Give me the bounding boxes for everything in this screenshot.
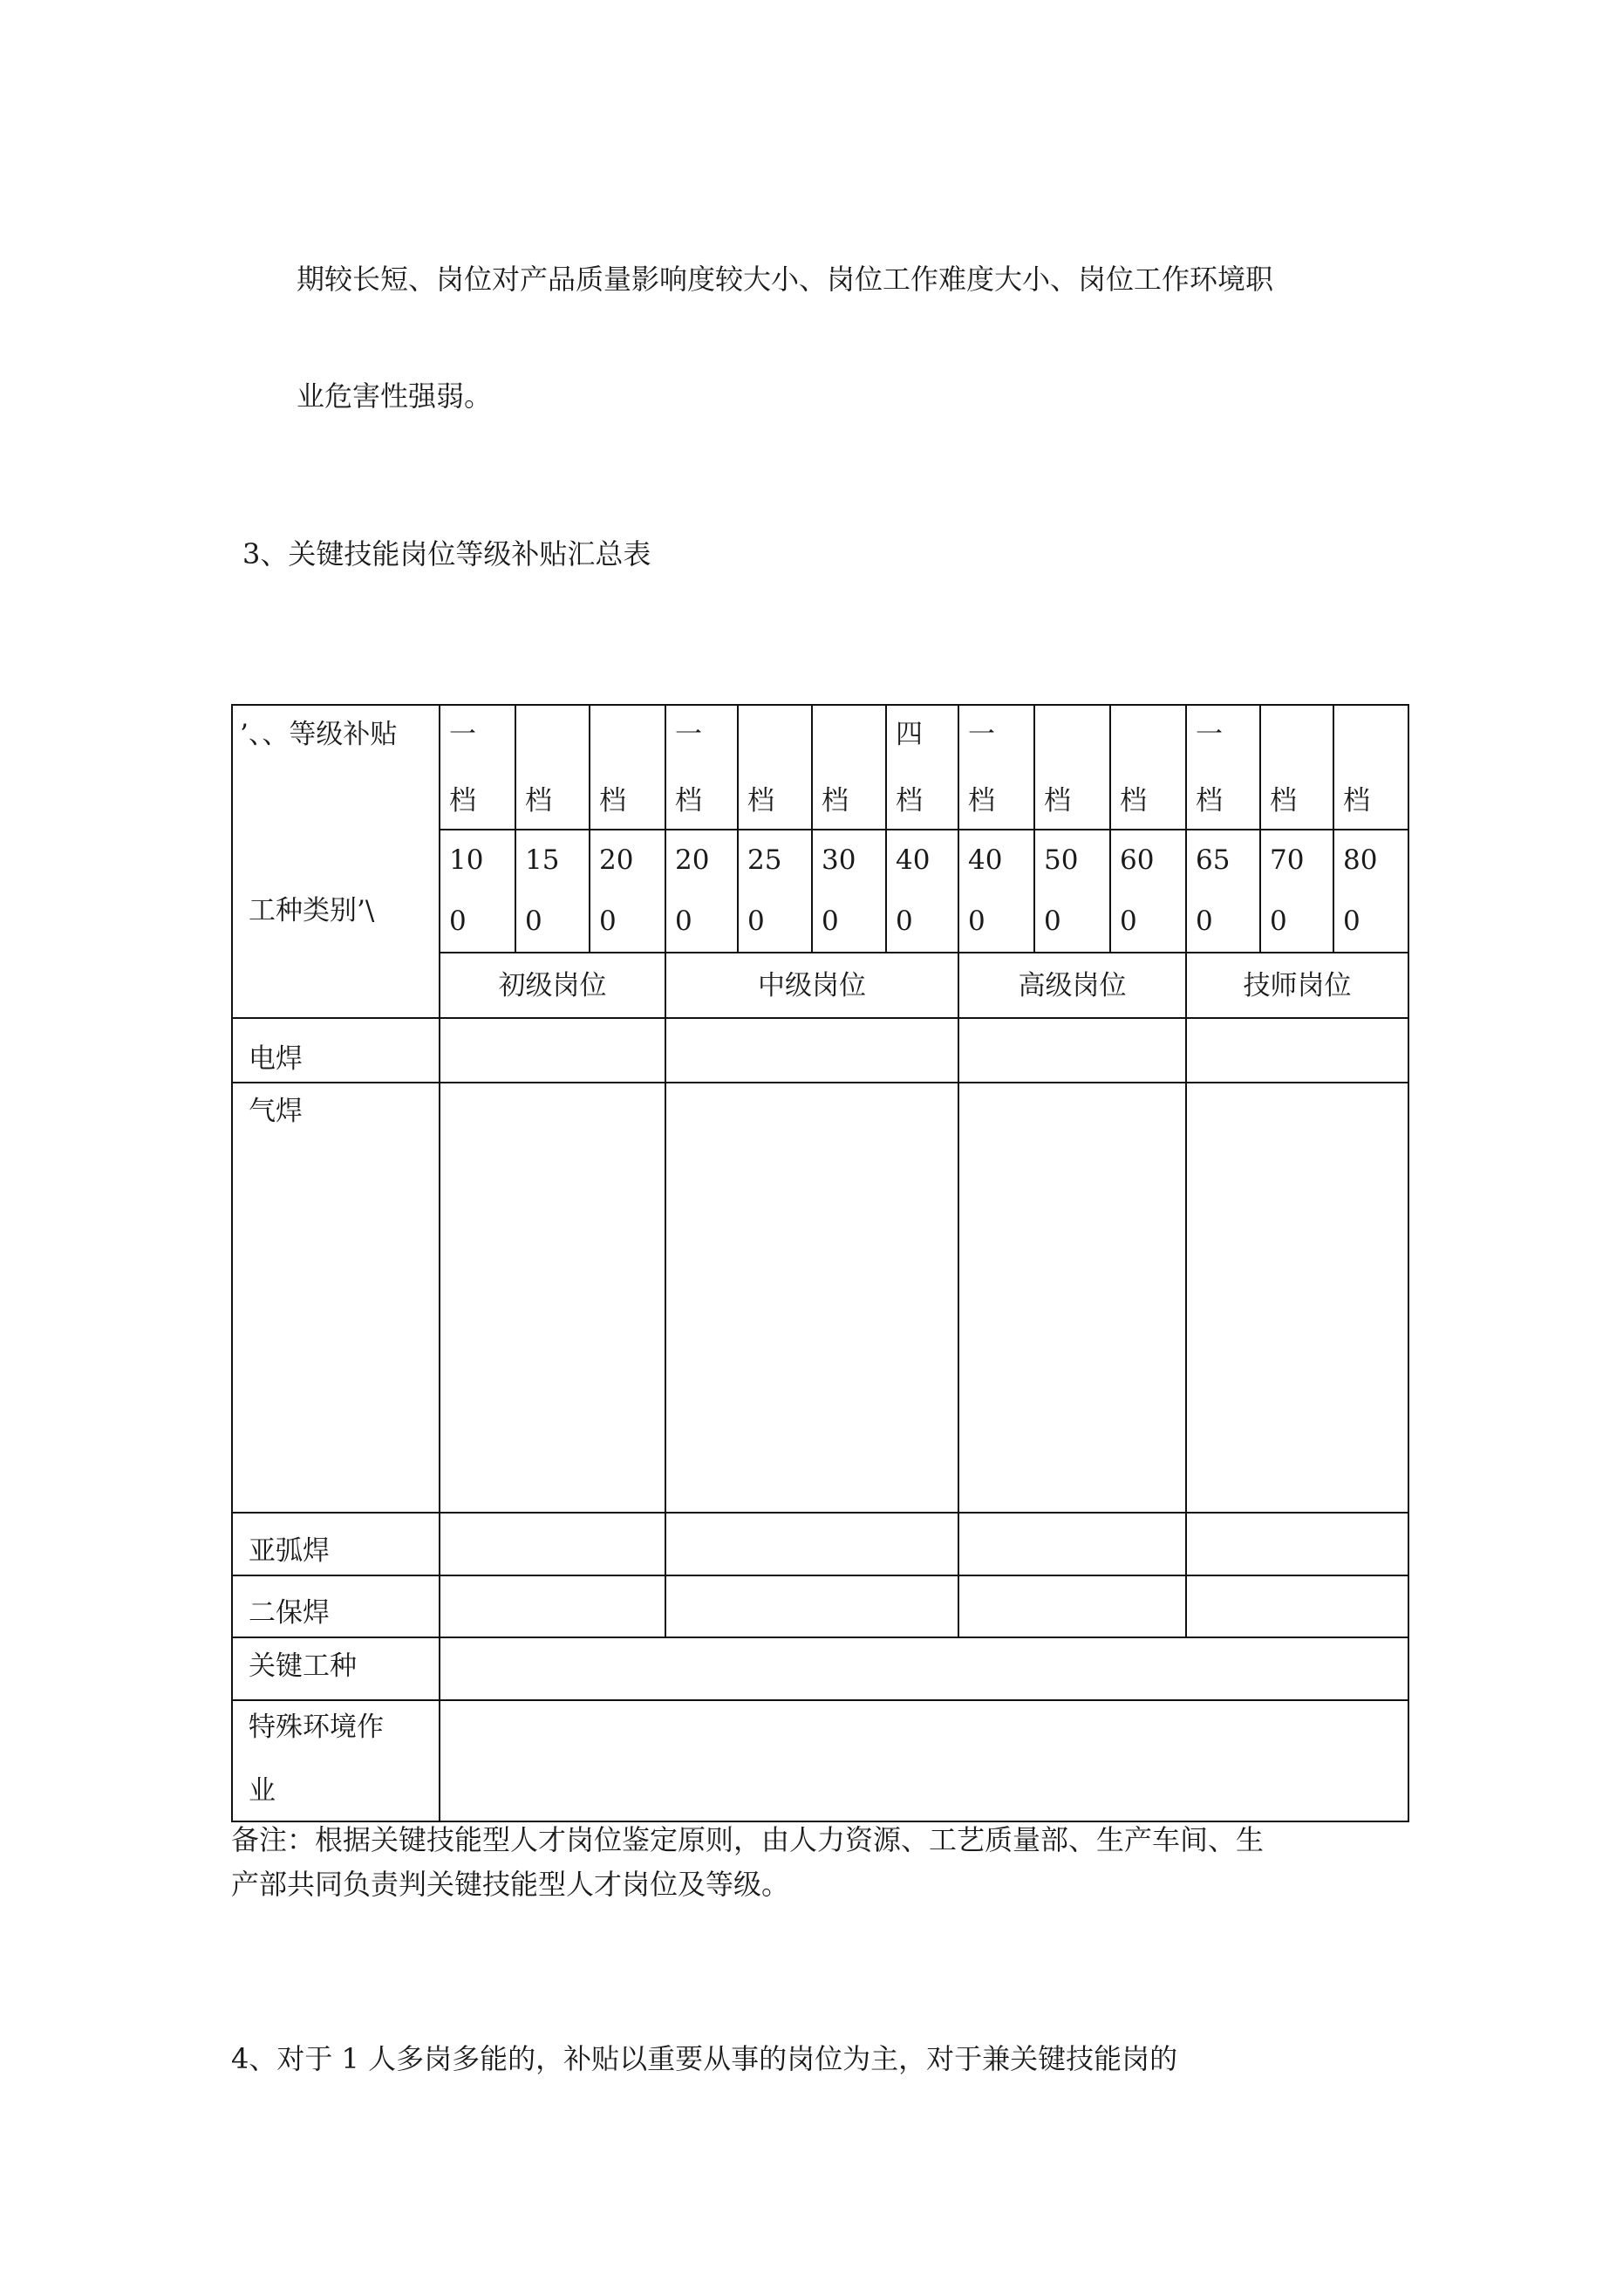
tier-label-top: 一 <box>675 719 702 750</box>
amount-value-top: 40 <box>968 844 1003 876</box>
amount-value-top: 80 <box>1343 844 1378 876</box>
amount-value-bottom: 0 <box>747 905 765 937</box>
table-rule <box>439 704 440 1822</box>
tier-label-bottom: 档 <box>599 785 626 817</box>
table-rule <box>231 1082 1409 1083</box>
tier-label-top: 一 <box>1196 719 1223 750</box>
table-border-right <box>1408 704 1409 1822</box>
amount-value-bottom: 0 <box>1044 905 1061 937</box>
table-rule <box>231 1512 1409 1514</box>
row-label-special-environment: 特殊环境作 <box>249 1712 384 1743</box>
table-rule <box>515 704 516 953</box>
amount-value-top: 50 <box>1044 844 1079 876</box>
amount-value-top: 15 <box>525 844 560 876</box>
corner-label-category: 工种类别’\ <box>249 895 375 926</box>
table-rule <box>885 704 887 953</box>
amount-value-bottom: 0 <box>599 905 617 937</box>
amount-value-top: 30 <box>822 844 856 876</box>
table-rule <box>231 1575 1409 1576</box>
paragraph-4: 4、对于 1 人多岗多能的，补贴以重要从事的岗位为主，对于兼关键技能岗的 <box>231 2042 1178 2075</box>
table-rule <box>1185 704 1187 1638</box>
amount-value-bottom: 0 <box>1343 905 1360 937</box>
row-label-arc-welding: 电焊 <box>249 1043 303 1075</box>
amount-value-bottom: 0 <box>896 905 913 937</box>
table-rule <box>1033 704 1035 953</box>
tier-label-bottom: 档 <box>1343 785 1370 817</box>
amount-value-bottom: 0 <box>1270 905 1287 937</box>
tier-label-bottom: 档 <box>747 785 774 817</box>
amount-value-bottom: 0 <box>1196 905 1213 937</box>
table-border-left <box>231 704 233 1822</box>
tier-label-bottom: 档 <box>822 785 849 817</box>
group-label-senior: 高级岗位 <box>1018 970 1127 1001</box>
tier-label-bottom: 档 <box>968 785 995 817</box>
table-rule <box>1109 704 1111 953</box>
note-line-1: 备注：根据关键技能型人才岗位鉴定原则，由人力资源、工艺质量部、生产车间、生 <box>231 1823 1265 1856</box>
tier-label-bottom: 档 <box>1270 785 1297 817</box>
amount-value-top: 70 <box>1270 844 1305 876</box>
table-rule <box>231 1017 1409 1019</box>
amount-value-top: 10 <box>449 844 484 876</box>
amount-value-bottom: 0 <box>449 905 467 937</box>
table-border-top <box>231 704 1409 706</box>
table-rule <box>737 704 739 953</box>
table-rule <box>589 704 590 953</box>
group-label-intermediate: 中级岗位 <box>758 970 866 1001</box>
note-line-2: 产部共同负责判关键技能型人才岗位及等级。 <box>231 1868 790 1901</box>
table-rule <box>1259 704 1261 953</box>
tier-label-top: 四 <box>896 719 923 750</box>
row-label-special-environment-cont: 业 <box>249 1775 276 1807</box>
tier-label-bottom: 档 <box>675 785 702 817</box>
corner-label-grade: ’、、等级补贴 <box>240 719 398 750</box>
row-label-argon-arc-welding: 亚弧焊 <box>249 1535 330 1567</box>
table-rule <box>958 704 959 1638</box>
tier-label-bottom: 档 <box>1196 785 1223 817</box>
tier-label-top: 一 <box>968 719 995 750</box>
amount-value-top: 65 <box>1196 844 1231 876</box>
table-rule <box>231 1699 1409 1701</box>
amount-value-bottom: 0 <box>675 905 692 937</box>
paragraph-line-1: 期较长短、岗位对产品质量影响度较大小、岗位工作难度大小、岗位工作环境职 <box>297 263 1274 296</box>
tier-label-bottom: 档 <box>449 785 476 817</box>
amount-value-top: 40 <box>896 844 931 876</box>
tier-label-bottom: 档 <box>896 785 923 817</box>
table-rule <box>811 704 813 953</box>
table-rule <box>231 1637 1409 1638</box>
section-heading: 3、关键技能岗位等级补贴汇总表 <box>242 537 651 571</box>
tier-label-bottom: 档 <box>1044 785 1071 817</box>
group-label-technician: 技师岗位 <box>1243 970 1352 1001</box>
row-label-co2-welding: 二保焊 <box>249 1597 330 1629</box>
amount-value-bottom: 0 <box>1120 905 1137 937</box>
tier-label-bottom: 档 <box>525 785 552 817</box>
amount-value-top: 20 <box>675 844 710 876</box>
row-label-key-trade: 关键工种 <box>249 1650 357 1682</box>
amount-value-top: 25 <box>747 844 782 876</box>
amount-value-bottom: 0 <box>968 905 985 937</box>
tier-label-top: 一 <box>449 719 476 750</box>
amount-value-top: 20 <box>599 844 634 876</box>
table-rule <box>439 829 1409 830</box>
amount-value-bottom: 0 <box>822 905 839 937</box>
amount-value-bottom: 0 <box>525 905 542 937</box>
table-rule <box>665 704 666 1638</box>
group-label-junior: 初级岗位 <box>498 970 607 1001</box>
row-label-gas-welding: 气焊 <box>249 1096 303 1127</box>
tier-label-bottom: 档 <box>1120 785 1147 817</box>
paragraph-line-2: 业危害性强弱。 <box>297 379 493 413</box>
table-rule <box>439 952 1409 953</box>
table-rule <box>1333 704 1334 953</box>
amount-value-top: 60 <box>1120 844 1155 876</box>
